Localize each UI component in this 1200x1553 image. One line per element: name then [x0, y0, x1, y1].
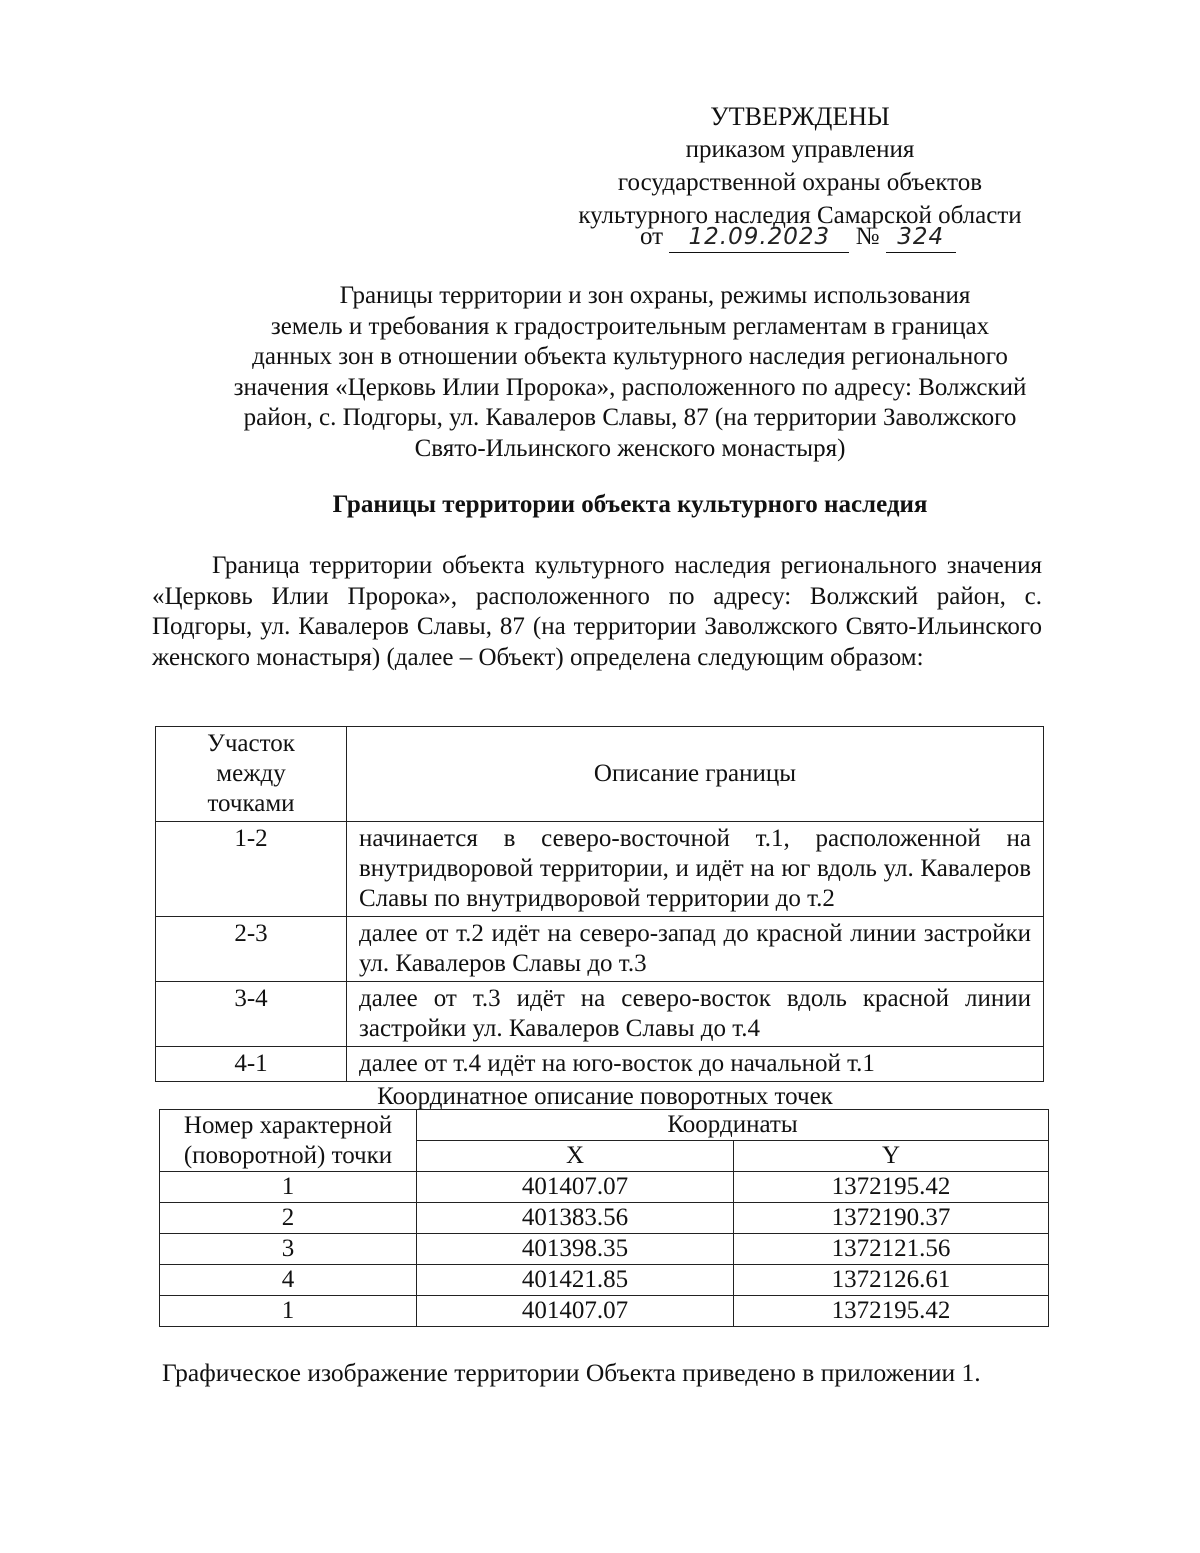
boundary-table	[155, 726, 1044, 1082]
approval-block	[560, 102, 1040, 234]
segment-cell: 4-1	[156, 1047, 347, 1082]
document-title-line: Свято-Ильинского женского монастыря)	[414, 434, 846, 462]
x-cell: 401407.07	[417, 1296, 734, 1327]
description-cell: далее от т.4 идёт на юго-восток до начальной т.1	[347, 1047, 1044, 1082]
approval-line-1: приказом управления	[685, 136, 915, 163]
y-cell: 1372195.42	[734, 1296, 1049, 1327]
document-title	[150, 281, 1110, 465]
header-segment: Участок между точками	[156, 727, 347, 822]
header-point-line-2: (поворотной) точки	[183, 1141, 393, 1169]
table-row	[156, 917, 1044, 982]
y-cell: 1372195.42	[734, 1172, 1049, 1203]
table-row	[160, 1296, 1049, 1327]
header-point	[160, 1110, 417, 1172]
date-prefix: от	[640, 223, 664, 250]
header-description: Описание границы	[347, 727, 1044, 822]
document-title-line: земель и требования к градостроительным регламентам в границах	[270, 312, 990, 340]
segment-cell: 1-2	[156, 822, 347, 917]
header-point-line-1: Номер характерной	[183, 1111, 393, 1139]
coords-table-caption: Координатное описание поворотных точек	[377, 1083, 833, 1110]
x-cell: 401383.56	[417, 1203, 734, 1234]
number-prefix: №	[855, 223, 880, 250]
point-cell: 1	[160, 1296, 417, 1327]
header-x: X	[417, 1141, 734, 1172]
approval-line-3: культурного наследия Самарской области	[578, 202, 1022, 229]
header-coords: Координаты	[417, 1110, 1049, 1141]
approval-line-2: государственной охраны объектов	[617, 169, 983, 196]
table-row	[160, 1265, 1049, 1296]
description-cell: начинается в северо-восточной т.1, расположенной на внутридворовой территории, и идёт на юг вдоль ул. Кавалеров Славы по внутридворовой территории до т.2	[347, 822, 1044, 917]
table-row	[156, 822, 1044, 917]
point-cell: 1	[160, 1172, 417, 1203]
coords-header-row-1	[160, 1110, 1049, 1141]
approval-date-line	[640, 222, 970, 256]
point-cell: 4	[160, 1265, 417, 1296]
segment-cell: 3-4	[156, 982, 347, 1047]
intro-paragraph	[152, 551, 1042, 673]
table-row	[160, 1172, 1049, 1203]
description-cell: далее от т.2 идёт на северо-запад до красной линии застройки ул. Кавалеров Славы до т.3	[347, 917, 1044, 982]
coords-table	[159, 1109, 1049, 1327]
x-cell: 401421.85	[417, 1265, 734, 1296]
point-cell: 2	[160, 1203, 417, 1234]
x-cell: 401398.35	[417, 1234, 734, 1265]
handwritten-date: 12.09.2023	[669, 222, 849, 253]
document-title-line: Границы территории и зон охраны, режимы использования	[339, 282, 971, 309]
description-cell: далее от т.3 идёт на северо-восток вдоль красной линии застройки ул. Кавалеров Славы до т.4	[347, 982, 1044, 1047]
table-row	[160, 1234, 1049, 1265]
table-row	[156, 982, 1044, 1047]
y-cell: 1372190.37	[734, 1203, 1049, 1234]
intro-paragraph-text: Граница территории объекта культурного наследия регионального значения «Церковь Илии Пророка», расположенного по адресу: Волжский район, с. Подгоры, ул. Кавалеров Славы, 87 (на территории Заволжского Свято-Ильинского женского монастыря) (далее – Объект) определена следующим образом:	[152, 552, 1042, 671]
section-heading: Границы территории объекта культурного наследия	[332, 491, 928, 518]
footer-note: Графическое изображение территории Объекта приведено в приложении 1.	[162, 1358, 981, 1387]
document-title-line: район, с. Подгоры, ул. Кавалеров Славы, 87 (на территории Заволжского	[243, 404, 1017, 432]
y-cell: 1372126.61	[734, 1265, 1049, 1296]
segment-cell: 2-3	[156, 917, 347, 982]
document-title-line: данных зон в отношении объекта культурного наследия регионального	[252, 343, 1008, 371]
point-cell: 3	[160, 1234, 417, 1265]
table-row	[156, 1047, 1044, 1082]
approval-title: УТВЕРЖДЕНЫ	[710, 102, 890, 131]
y-cell: 1372121.56	[734, 1234, 1049, 1265]
header-y: Y	[734, 1141, 1049, 1172]
x-cell: 401407.07	[417, 1172, 734, 1203]
document-title-line: значения «Церковь Илии Пророка», расположенного по адресу: Волжский	[233, 373, 1027, 401]
table-row	[160, 1203, 1049, 1234]
handwritten-number: 324	[886, 222, 956, 253]
boundary-table-header	[156, 727, 1044, 822]
